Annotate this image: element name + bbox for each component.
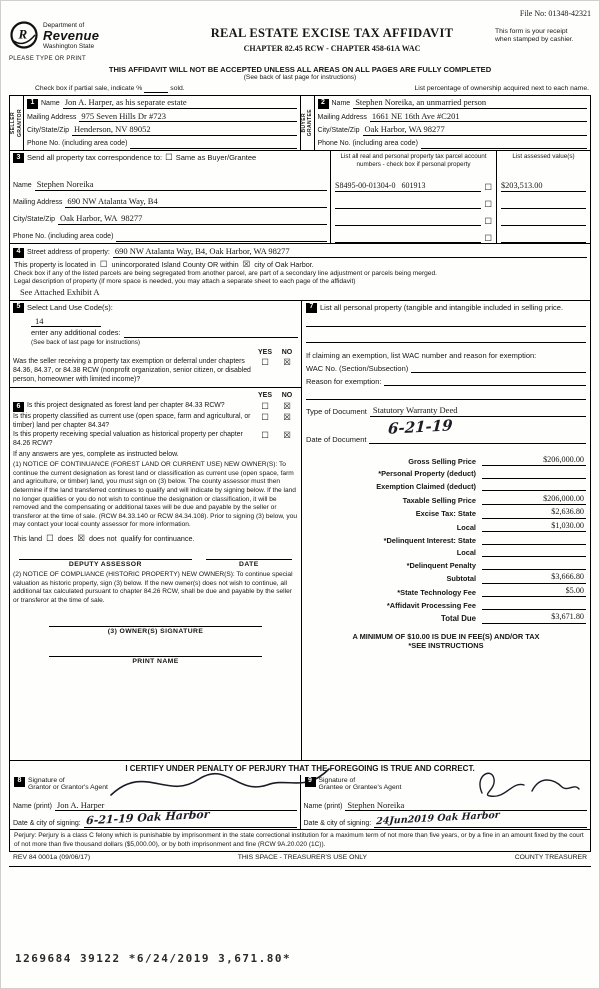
fin-row-excise-state [306,507,586,518]
partial-sale-percent-field[interactable] [144,85,168,93]
personal-property-checkbox[interactable]: ☐ [484,233,492,244]
land-designation-section [10,388,301,668]
does-checkbox[interactable]: ☐ [46,533,54,544]
section2-badge: 2 [318,99,329,109]
yes-header: YES [257,392,272,400]
unincorporated-checkbox[interactable]: ☐ [99,258,108,269]
correspondence-city-label: City/State/Zip [13,216,56,224]
correspondence-name-row [10,175,330,192]
seller-name-row [24,96,300,110]
partial-sale-label: Check box if partial sale, indicate % [35,84,143,92]
property-location-row [10,259,590,270]
current-use-question: Is this property classified as current use (open space, farm and agricultural, or timber) land per chapter 84.34? [13,413,251,429]
grantor-sig-label-line2: Grantor or Grantor's Agent [28,784,108,792]
fin-row-delinquent-penalty [306,560,586,570]
receipt-note-line2: when stamped by cashier. [495,36,574,44]
treasurer-space-label: THIS SPACE - TREASURER'S USE ONLY [237,854,368,862]
fin-label: *State Technology Fee [397,588,476,598]
correspondence-row [10,151,330,175]
buyer-city-label: City/State/Zip [317,127,360,135]
does-label: does [57,533,74,543]
parcel-row [331,192,496,209]
fin-label: Taxable Selling Price [402,495,476,505]
property-address-section [9,244,591,301]
fin-label: *Affidavit Processing Fee [386,600,476,610]
doc-type-row [306,405,586,417]
no-header: NO [281,348,293,356]
reason-row [306,376,586,386]
fin-row-gross [306,455,586,466]
certify-statement: I CERTIFY UNDER PENALTY OF PERJURY THAT THE FOREGOING IS TRUE AND CORRECT. [125,763,475,773]
personal-property-checkbox[interactable]: ☐ [484,216,492,227]
buyer-phone-field[interactable] [421,139,587,149]
fin-row-delinquent-interest-state [306,535,586,545]
qualify-label: qualify for continuance. [120,533,195,543]
city-label: city of Oak Harbor. [254,259,314,269]
legal-description-label: Legal description of property (if more space is needed, you may attach a separate sheet to each page of the affidavit) [14,277,356,285]
tax-exemption-question: Was the seller receiving a property tax exemption or deferral under chapters 84.36, 84.37, or 84.38 RCW (nonprofit organization, senior citizen, or disabled person, homeowner with limited income)? [13,358,251,383]
assessed-value-row [497,192,590,209]
grantee-signature-row[interactable] [301,775,591,799]
county-treasurer-label: COUNTY TREASURER [514,854,587,862]
historic-no-checkbox[interactable]: ☒ [283,430,291,441]
parcel-number-field[interactable] [335,199,481,209]
fin-label: *Delinquent Penalty [406,560,476,570]
fin-label: Total Due [441,613,476,623]
fin-value-field[interactable] [482,547,586,557]
assessed-value-field[interactable] [501,233,586,243]
grantee-date-label: Date & city of signing: [303,819,372,827]
section1-badge: 1 [27,99,38,109]
street-address-value: 690 NW Atalanta Way, B4, Oak Harbor, WA 98277 [113,246,587,258]
parcel-row [331,175,496,192]
legal-description-value: See Attached Exhibit A [20,287,100,298]
personal-property-checkbox[interactable]: ☐ [484,199,492,210]
additional-codes-row [31,328,298,337]
grantee-date-handwritten: 24Jun2019 Oak Harbor [376,810,501,828]
grantee-sig-label-line1: Signature of [318,776,356,784]
sec5-yes-no-header [13,349,298,358]
reason-field[interactable] [384,376,586,386]
logo-revenue-text: Revenue [43,28,100,44]
seller-phone-row [24,137,300,150]
main-columns [9,301,591,761]
buyer-mailing-value: 1661 NE 16th Ave #C201 [370,111,587,123]
tax-exemption-question-row [13,358,298,384]
fin-value-field[interactable] [482,600,586,610]
located-prefix-label: This property is located in [14,259,96,269]
if-yes-note: If any answers are yes, complete as instructed below. [13,450,179,458]
correspondence-phone-field[interactable] [116,232,327,242]
section3-badge: 3 [13,153,24,163]
yes-header: YES [257,348,272,356]
section7-badge: 7 [306,303,317,313]
forest-yes-checkbox[interactable]: ☐ [261,401,269,412]
fin-row-exemption-deduct [306,481,586,491]
revenue-logo-icon [9,20,39,52]
buyer-phone-row [315,137,591,150]
fin-label: *Personal Property (deduct) [378,469,476,479]
wac-row [306,363,586,373]
additional-codes-field[interactable] [124,329,298,338]
grantor-side-label: GRANTOR [16,109,23,138]
section6-badge: 6 [13,402,24,412]
perjury-notice: Perjury: Perjury is a class C felony which is punishable by imprisonment in the state correctional institution for a maximum term of not more than five years, or by a fine in an amount fixed by the court of not more than five thousand dollars ($5,000.00), or by both imprisonment and fine (RCW 9A.20.020 (1C)). [9,830,591,852]
buyer-grantee-box [300,96,591,150]
completion-warning: THIS AFFIDAVIT WILL NOT BE ACCEPTED UNLESS ALL AREAS ON ALL PAGES ARE FULLY COMPLETED [108,64,492,74]
fin-row-total-due [306,612,586,623]
buyer-city-row [315,123,591,137]
assessed-value-row [497,226,590,243]
certification-section [9,761,591,831]
reason-field-extra[interactable] [306,388,586,400]
correspondence-name-label: Name [13,182,32,190]
personal-property-label: List all personal property (tangible and intangible included in selling price. [320,302,564,312]
assessed-value-field[interactable] [501,199,586,209]
fin-row-personal-deduct [306,469,586,479]
seller-side-label: SELLER [10,111,17,135]
see-back-note: (See back of last page for instructions) [243,74,357,82]
forest-no-checkbox[interactable]: ☒ [283,401,291,412]
grantor-date-handwritten: 6-21-19 Oak Harbor [85,807,210,827]
parcel-number-value: S8495-00-01304-0 601913 [335,181,481,192]
seller-grantor-side-label [10,96,24,150]
fin-row-processing-fee [306,600,586,610]
buyer-grantee-side-label [301,96,315,150]
parcel-number-field[interactable] [335,233,481,243]
fin-value: $3,671.80 [482,612,586,623]
see-back-instructions: (See back of last page for instructions) [31,338,141,346]
fin-row-delinquent-interest-local [306,547,586,557]
fin-row-subtotal [306,572,586,583]
grantee-side-label: GRANTEE [307,109,313,137]
personal-property-section [302,301,590,760]
assessed-value: $203,513.00 [501,181,586,192]
seller-city-label: City/State/Zip [27,127,70,135]
grantee-name-label: Name (print) [303,802,343,810]
minimum-fee-line1: A MINIMUM OF $10.00 IS DUE IN FEE(S) AND/OR TAX [352,631,540,641]
wac-field[interactable] [411,363,586,373]
chapter-subtitle: CHAPTER 82.45 RCW - CHAPTER 458-61A WAC [243,43,421,53]
section9-badge: 9 [305,777,316,787]
please-type-note: PLEASE TYPE OR PRINT [9,56,86,63]
deputy-date-line[interactable]: DATE [206,559,292,569]
fin-label: Exemption Claimed (deduct) [376,481,476,491]
land-use-label: Select Land Use Code(s): [27,302,113,312]
logo-block [9,20,169,64]
ownership-percentage-note: List percentage of ownership acquired next to each name. [414,84,589,92]
reason-label: Reason for exemption: [306,376,382,386]
fin-row-tech-fee [306,586,586,597]
doc-date-label: Date of Document [306,435,367,445]
seller-grantor-box [10,96,300,150]
logo-dept-text: Department of [43,21,85,29]
seller-city-value: Henderson, NV 89052 [72,124,296,136]
fin-value: $1,030.00 [482,521,586,532]
this-land-label: This land [13,533,43,543]
doc-type-value: Statutory Warranty Deed [370,405,586,417]
seller-mailing-row [24,110,300,124]
forest-land-question-row [13,402,298,412]
grantee-name-value: Stephen Noreika [345,800,587,812]
footer-row [9,852,591,866]
historic-property-question-row [13,431,298,448]
grantee-name-row [301,799,591,813]
fin-value-field[interactable] [482,469,586,479]
seller-phone-field[interactable] [130,139,296,149]
grantee-date-row [301,812,591,829]
receipt-note [495,20,591,45]
deputy-assessor-row [19,559,292,569]
forest-land-question: Is this project designated as forest land per chapter 84.33 RCW? [27,402,225,410]
assessed-value-field[interactable] [501,216,586,226]
doc-date-handwritten: 6-21-19 [388,415,454,438]
exemption-yes-checkbox[interactable]: ☐ [261,357,269,368]
correspondence-name-value: Stephen Noreika [35,179,327,191]
segregated-parcels-note: Check box if any of the listed parcels are being segregated from another parcel, are part of a secondary line adjustment or parcels being merged. [14,269,437,277]
correspondence-mailing-label: Mailing Address [13,199,63,207]
parcel-numbers-header: List all real and personal property tax parcel account numbers - check box if personal property [340,152,487,168]
receipt-note-line1: This form is your receipt [495,28,568,35]
page-title: REAL ESTATE EXCISE TAX AFFIDAVIT [210,26,454,40]
historic-property-question: Is this property receiving special valuation as historical property per chapter 84.26 RCW? [13,431,243,447]
deputy-assessor-signature-line[interactable]: DEPUTY ASSESSOR [19,559,192,569]
partial-sale-row [35,85,589,93]
buyer-city-value: Oak Harbor, WA 98277 [363,124,587,136]
correspondence-label: Send all property tax correspondence to: [27,152,163,162]
grantee-sig-label-line2: Grantee or Grantee's Agent [318,784,402,792]
land-use-code-value: 14 [31,316,101,328]
seller-name-value: Jon A. Harper, as his separate estate [63,97,297,109]
does-not-label: does not [89,533,117,543]
grantor-signature-row[interactable] [10,775,300,799]
minimum-fee-note [306,632,586,651]
owners-signature-line[interactable]: (3) OWNER(S) SIGNATURE [49,626,263,636]
tax-correspondence-section [9,151,591,244]
doc-type-label: Type of Document [306,407,367,417]
parties-section [9,95,591,151]
parcel-number-field[interactable] [335,216,481,226]
svg-text:R: R [18,26,28,42]
fin-row-taxable [306,494,586,505]
personal-property-field[interactable] [306,331,586,343]
grantor-sig-label-line1: Signature of [28,776,65,784]
city-checkbox[interactable]: ☒ [242,258,251,269]
assessed-values-header: List assessed value(s) [512,152,575,160]
grantor-date-row [10,807,300,829]
wac-label: WAC No. (Section/Subsection) [306,363,409,373]
unincorporated-label: unincorporated Island County OR within [111,259,239,269]
correspondence-mailing-value: 690 NW Atalanta Way, B4 [65,196,327,208]
fin-value-field[interactable] [482,535,586,545]
buyer-mailing-row [315,110,591,124]
sec6-yes-no-header [13,392,298,401]
buyer-name-label: Name [331,99,351,107]
fin-label: Local [456,523,476,533]
seller-city-row [24,123,300,137]
seller-mailing-value: 975 Seven Hills Dr #723 [79,111,296,123]
notice-of-continuance: (1) NOTICE OF CONTINUANCE (FOREST LAND OR CURRENT USE) NEW OWNER(S): To continue the current designation as forest land or classification as current use (open space, farm and agriculture, or timber) land, you must sign on (3) below. The county assessor must then determine if the land transferred continues to qualify and will indicate by signing below. If the land no longer qualifies or you do not wish to continue the designation or classification, it will be removed and the compensating or additional taxes will be due and payable by the seller or transferor at the time of sale. (RCW 84.33.140 or RCW 84.34.108). Prior to signing (3) below, you may contact your local county assessor for more information. [13,461,298,529]
grantor-date-label: Date & city of signing: [13,819,81,827]
correspondence-phone-row [10,226,330,243]
rev-form-code: REV 84 0001a (09/06/17) [13,854,91,862]
see-instructions-note: *SEE INSTRUCTIONS [408,640,484,650]
partial-sale-sold-label: sold. [170,84,185,92]
file-number: File No: 01348-42321 [519,9,591,18]
current-use-question-row [13,413,298,430]
fin-value: $206,000.00 [482,455,586,466]
correspondence-city-row [10,209,330,226]
logo-state-text: Washington State [43,43,95,51]
form-header [9,20,591,64]
section8-badge: 8 [14,777,25,787]
fin-value-field[interactable] [482,481,586,491]
personal-property-field[interactable] [306,315,586,327]
section5-badge: 5 [13,303,24,313]
grantor-name-value: Jon A. Harper [55,800,297,812]
seller-mailing-label: Mailing Address [27,113,77,121]
buyer-name-row [315,96,591,110]
exemption-no-checkbox[interactable]: ☒ [283,357,291,368]
fin-row-excise-local [306,521,586,532]
fin-value: $3,666.80 [482,572,586,583]
does-not-checkbox[interactable]: ☒ [77,533,86,544]
street-address-label: Street address of property: [27,248,110,256]
same-as-buyer-label: Same as Buyer/Grantee [175,152,257,162]
fin-value: $206,000.00 [482,494,586,505]
fin-label: Local [456,548,476,558]
parcel-row [331,226,496,243]
assessed-value-row [497,209,590,226]
exemption-note: If claiming an exemption, list WAC number and reason for exemption: [306,350,537,360]
historic-yes-checkbox[interactable]: ☐ [261,430,269,441]
cashier-stamp: 1269684 39122 *6/24/2019 3,671.80* [15,952,292,966]
street-address-row [10,245,590,259]
no-header: NO [281,392,293,400]
assessed-value-row [497,175,590,192]
additional-codes-label: enter any additional codes: [31,328,121,338]
current-use-no-checkbox[interactable]: ☒ [283,412,291,423]
parcel-row [331,209,496,226]
fin-value: $5.00 [482,586,586,597]
correspondence-mailing-row [10,192,330,209]
financial-table [306,452,586,623]
land-qualify-row [13,534,298,543]
seller-name-label: Name [41,99,60,107]
fin-label: Subtotal [446,574,476,584]
print-name-line[interactable]: PRINT NAME [49,656,263,666]
buyer-name-value: Stephen Noreika, an unmarried person [353,97,587,109]
fin-label: Excise Tax: State [415,509,476,519]
correspondence-city-value: Oak Harbor, WA 98277 [58,213,327,225]
section4-badge: 4 [13,248,24,258]
current-use-yes-checkbox[interactable]: ☐ [261,412,269,423]
buyer-mailing-label: Mailing Address [317,113,367,121]
notice-of-compliance: (2) NOTICE OF COMPLIANCE (HISTORIC PROPERTY) NEW OWNER(S): To continue special valuation as historic property, sign (3) below. If the new owner(s) does not wish to continue, all additional tax calculated pursuant to chapter 84.26 RCW, shall be due and payable by the seller or transferor at the time of sale. [13,571,293,604]
land-use-section [10,301,301,389]
fin-value-field[interactable] [482,560,586,570]
doc-date-row [306,415,586,445]
fin-label: *Delinquent Interest: State [383,535,476,545]
seller-phone-label: Phone No. (including area code) [27,140,128,148]
buyer-phone-label: Phone No. (including area code) [317,140,418,148]
same-as-buyer-checkbox[interactable]: ☐ [165,151,173,162]
fin-value: $2,636.80 [482,507,586,518]
grantor-name-label: Name (print) [13,802,52,810]
fin-label: Gross Selling Price [408,456,476,466]
personal-property-checkbox[interactable]: ☐ [484,182,492,193]
buyer-side-label: BUYER [300,113,307,133]
correspondence-phone-label: Phone No. (including area code) [13,233,114,241]
